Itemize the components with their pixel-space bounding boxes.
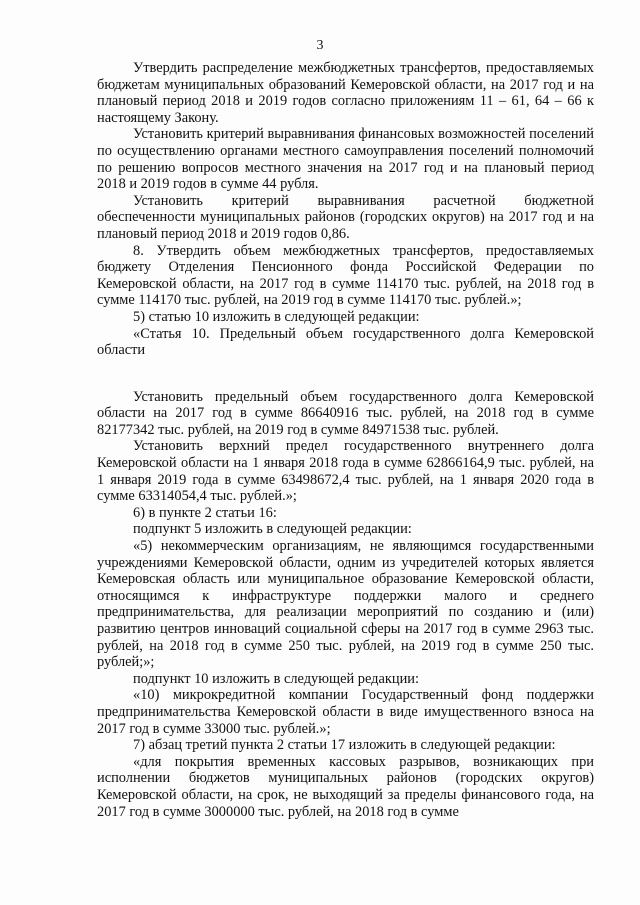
paragraph-article-10-intro: 5) статью 10 изложить в следующей редакции: [133,308,420,325]
paragraph-approve-distribution: Утвердить распределение межбюджетных трансфертов, предоставляемых бюджетам муниципальных образований Кемеровской области, на 2017 год и на плановый период 2018 и 2019 годов согласно приложениям 11 – 61, 64 – 66 к настоящему Закону. [97,60,594,126]
paragraph-subpoint-10-intro: подпункт 10 изложить в следующей редакции: [133,670,419,687]
paragraph-pension-fund-transfers: 8. Утвердить объем межбюджетных трансфертов, предоставляемых бюджету Отделения Пенсионного фонда Российской Федерации по Кемеровской области, на 2017 год в сумме 114170 тыс. рублей, на 2018 год в сумме 114170 тыс. рублей, на 2019 год в сумме 114170 тыс. рублей.»; [97,242,594,309]
document-body [97,60,594,820]
paragraph-subpoint-10-text: «10) микрокредитной компании Государственный фонд поддержки предпринимательства Кемеровской области в виде имущественного взноса на 2017 год в сумме 33000 тыс. рублей.»; [97,687,594,737]
page-number: 3 [316,38,324,53]
paragraph-criterion-districts: Установить критерий выравнивания расчетной бюджетной обеспеченности муниципальных районов (городских округов) на 2017 год и на плановый период 2018 и 2019 годов 0,86. [97,192,594,242]
paragraph-upper-debt-limit: Установить верхний предел государственного внутреннего долга Кемеровской области на 1 января 2018 года в сумме 62866164,9 тыс. рублей, на 1 января 2019 года в сумме 63498672,4 тыс. рублей, на 1 января 2020 года в сумме 63314054,4 тыс. рублей.»; [97,438,594,505]
blank-spacer [97,359,594,389]
paragraph-article-16-intro: 6) в пункте 2 статьи 16: [133,504,277,521]
paragraph-cash-gaps: «для покрытия временных кассовых разрывов, возникающих при исполнении бюджетов муниципальных районов (городских округов) Кемеровской области, на срок, не выходящий за пределы финансового года, на 2017 год в сумме 3000000 тыс. рублей, на 2018 год в сумме [97,753,594,820]
article-10-heading: «Статья 10. Предельный объем государственного долга Кемеровской области [97,325,594,359]
paragraph-subpoint-5-text: «5) некоммерческим организациям, не являющимся государственными учреждениями Кемеровской области, одним из учредителей которых является Кемеровская область или муниципальное образование Кемеровской области, относящимся к инфраструктуре поддержки малого и среднего предпринимательства, для реализации мероприятий по созданию и (или) развитию центров инноваций социальной сферы на 2017 год в сумме 2963 тыс. рублей, на 2018 год в сумме 250 тыс. рублей, на 2019 год в сумме 250 тыс. рублей;»; [97,538,594,671]
paragraph-debt-limit: Установить предельный объем государственного долга Кемеровской области на 2017 год в сумме 86640916 тыс. рублей, на 2018 год в сумме 82177342 тыс. рублей, на 2019 год в сумме 84971538 тыс. рублей. [97,388,594,438]
paragraph-criterion-settlements: Установить критерий выравнивания финансовых возможностей поселений по осуществлению органами местного самоуправления поселений полномочий по решению вопросов местного значения на 2017 год и на плановый период 2018 и 2019 годов в сумме 44 рубля. [97,126,594,193]
paragraph-subpoint-5-intro: подпункт 5 изложить в следующей редакции: [133,521,412,538]
paragraph-article-17-intro: 7) абзац третий пункта 2 статьи 17 изложить в следующей редакции: [133,737,556,754]
